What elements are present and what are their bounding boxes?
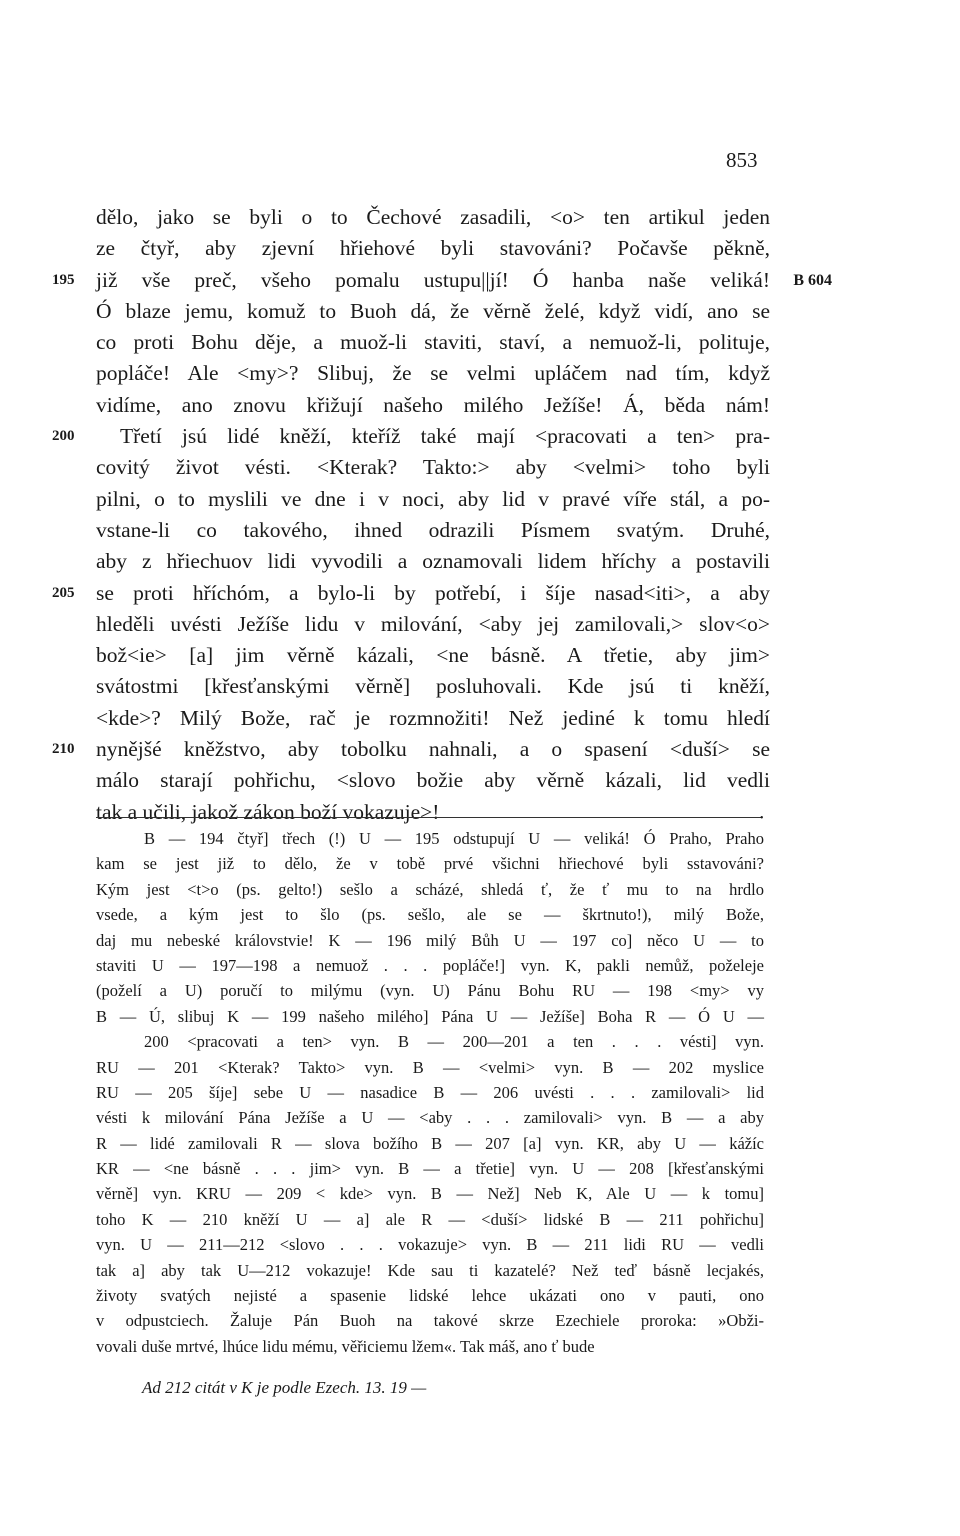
apparatus-line: vyn. U — 211—212 <slovo . . . vokazuje> vyn. B — 211 lidi RU — vedli [96, 1235, 764, 1255]
text-line: <kde>? Milý Bože, rač je rozmnožiti! Než jediné k tomu hledí [96, 705, 770, 730]
footnote-rule [96, 817, 762, 818]
text-line: bož<ie> [a] jim věrně kázali, <ne básně. A třetie, aby jim> [96, 643, 770, 668]
critical-apparatus [96, 826, 764, 1359]
line-number: 205 [52, 584, 75, 601]
text-line: málo starají pohřichu, <slovo božie aby věrně kázali, lid vedli [96, 768, 770, 793]
apparatus-line: 200 <pracovati a ten> vyn. B — 200—201 a ten . . . vésti] vyn. [144, 1032, 764, 1052]
line-number: 195 [52, 271, 75, 288]
apparatus-line: RU — 201 <Kterak? Takto> vyn. B — <velmi> vyn. B — 202 myslice [96, 1057, 764, 1077]
text-line: vstane-li co takového, ihned odrazili Písmem svatým. Druhé, [96, 517, 770, 542]
apparatus-line: staviti U — 197—198 a nemuož . . . popláče!] vyn. K, pakli nemůž, poželeje [96, 955, 764, 975]
text-line: aby z hřiechuov lidi vyvodili a oznamovali lidem hříchy a postavili [96, 549, 770, 574]
text-line: vidíme, ano znovu křižují našeho milého Ježíše! Á, běda nám! [96, 392, 770, 417]
text-line: co proti Bohu děje, a muož-li staviti, staví, a nemuož-li, polituje, [96, 330, 770, 355]
apparatus-line: daj mu nebeské královstvie! K — 196 milý Bůh U — 197 co] něco U — to [96, 930, 764, 950]
apparatus-line: R — lidé zamilovali R — slova božího B — 207 [a] vyn. KR, aby U — kážíc [96, 1133, 764, 1153]
page-number: 853 [726, 148, 758, 172]
apparatus-line: životy svatých nejisté a spasenie lidské lehce ukázati ono v pauti, ono [96, 1286, 764, 1306]
text-line: tak a učili, jakož zákon boží vokazuje>! [96, 799, 440, 824]
apparatus-line: toho K — 210 kněží U — a] ale R — <duší> lidské B — 211 pohřichu] [96, 1209, 764, 1229]
text-line: pilni, o to myslili ve dne i v noci, aby lid v pravé víře stál, a po- [96, 486, 770, 511]
text-line: nynějšé kněžstvo, aby tobolku nahnali, a o spasení <duší> se 210 [96, 734, 770, 765]
apparatus-line: vovali duše mrtvé, lhúce lidu mému, věřiciemu lžem«. Tak máš, ano ť bude [96, 1336, 595, 1356]
apparatus-line: v odpustciech. Žaluje Pán Buoh na takové skrze Ezechiele proroka: »Obži- [96, 1311, 764, 1331]
text-line: ze čtyř, aby zjevní hřiehové byli stavováni? Počavše pěkně, [96, 236, 770, 261]
text-line: se proti hříchóm, a bylo-li by potřebí, i šíje nasad<iti>, a aby 205 [96, 578, 770, 609]
apparatus-line: vésti k milování Pána Ježíše a U — <aby . . . zamilovali> vyn. B — a aby [96, 1108, 764, 1128]
apparatus-line: Kým jest <t>o (ps. gelto!) sešlo a scházé, shledá ť, že ť mu to na hrdlo [96, 879, 764, 899]
text-line: Třetí jsú lidé kněží, kteříž také mají <pracovati a ten> pra- 200 [96, 421, 770, 452]
text-line: již vše preč, všeho pomalu ustupu||jí! Ó hanba naše veliká! 195 B 604 [96, 265, 770, 296]
text-line: Ó blaze jemu, komuž to Buoh dá, že věrně želé, když vidí, ano se [96, 298, 770, 323]
apparatus-line: RU — 205 šíje] sebe U — nasadice B — 206 uvésti . . . zamilovali> lid [96, 1082, 764, 1102]
apparatus-line: B — 194 čtyř] třech (!) U — 195 odstupují U — veliká! Ó Praho, Praho [144, 829, 764, 848]
text-line: popláče! Ale <my>? Slibuj, že se velmi upláčem nad tím, když [96, 361, 770, 386]
apparatus-line: tak a] aby tak U—212 vokazuje! Kde sau ti kazatelé? Než teď básně lecjakés, [96, 1260, 764, 1280]
apparatus-line: B — Ú, slibuj K — 199 našeho milého] Pána U — Ježíše] Boha R — Ó U — [96, 1006, 764, 1026]
citation-note: Ad 212 citát v K je podle Ezech. 13. 19 — [142, 1378, 427, 1397]
apparatus-line: (poželí a U) poručí to milýmu (vyn. U) Pánu Bohu RU — 198 <my> vy [96, 981, 764, 1001]
text-line: covitý život vésti. <Kterak? Takto:> aby <velmi> toho byli [96, 455, 770, 480]
apparatus-line: KR — <ne básně . . . jim> vyn. B — a třetie] vyn. U — 208 [křesťanskými [96, 1159, 764, 1179]
text-line: svátostmi [křesťanskými věrně] posluhovali. Kde jsú ti kněží, [96, 674, 770, 699]
apparatus-line: věrně] vyn. KRU — 209 < kde> vyn. B — Než] Neb K, Ale U — k tomu] [96, 1184, 764, 1204]
margin-reference: B 604 [793, 271, 832, 289]
text-line: hleděli uvésti Ježíše lidu v milování, <aby jej zamilovali,> slov<o> [96, 611, 770, 636]
apparatus-line: vsede, a kým jest to šlo (ps. sešlo, ale se — škrtnuto!), milý Bože, [96, 905, 764, 925]
line-number: 200 [52, 428, 75, 445]
apparatus-line: kam se jest již to dělo, že v tobě prvé všichni hřiechové byli sstavováni? [96, 854, 764, 874]
main-text [52, 202, 832, 828]
line-number: 210 [52, 741, 75, 758]
rule-end-mark: • [760, 813, 764, 824]
text-line: dělo, jako se byli o to Čechové zasadili, <o> ten artikul jeden [96, 205, 770, 229]
